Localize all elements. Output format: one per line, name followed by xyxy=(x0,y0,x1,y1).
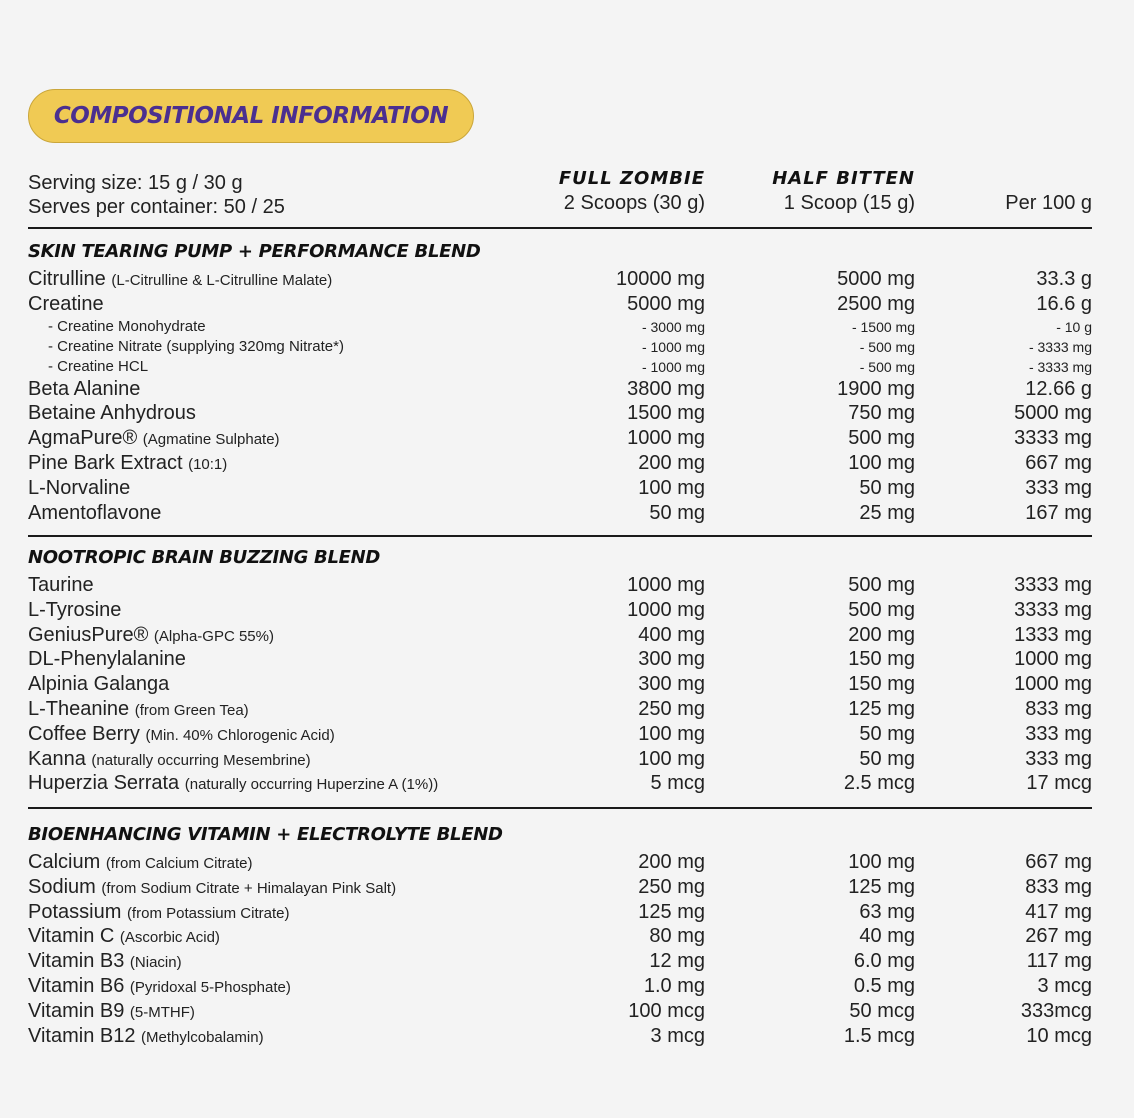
half-bitten-value: 150 mg xyxy=(848,648,915,671)
per-100g-value: 3 mcg xyxy=(1037,974,1092,997)
section-title: BIOENHANCING VITAMIN + ELECTROLYTE BLEND xyxy=(28,824,503,845)
ingredient-row xyxy=(28,476,1092,501)
section-performance-blend xyxy=(28,239,1092,525)
ingredient-row xyxy=(28,1024,1092,1049)
ingredient-name-cell xyxy=(28,292,104,317)
ingredient-name-cell xyxy=(28,377,140,402)
per-100g-value: - 3333 mg xyxy=(1028,358,1092,375)
half-bitten-value: 125 mg xyxy=(848,697,915,720)
ingredient-row xyxy=(28,501,1092,526)
full-zombie-value: 3800 mg xyxy=(627,377,705,400)
ingredient-row xyxy=(28,875,1092,900)
ingredient-row xyxy=(28,850,1092,875)
ingredient-note: (Min. 40% Chlorogenic Acid) xyxy=(145,726,335,744)
ingredient-row xyxy=(28,999,1092,1024)
half-bitten-value: - 500 mg xyxy=(859,358,915,375)
ingredient-name: Alpinia Galanga xyxy=(28,673,170,696)
per-100g-value: 3333 mg xyxy=(1014,427,1092,450)
ingredient-note: (naturally occurring Huperzine A (1%)) xyxy=(184,776,439,794)
ingredient-row xyxy=(28,377,1092,402)
ingredient-name-cell xyxy=(28,974,291,1001)
full-zombie-value: 125 mg xyxy=(638,900,705,923)
full-zombie-value: 200 mg xyxy=(638,851,705,873)
full-zombie-value: 10000 mg xyxy=(616,268,705,290)
ingredient-row xyxy=(28,974,1092,999)
ingredient-name-cell xyxy=(28,924,220,951)
ingredient-name: Taurine xyxy=(28,574,94,596)
ingredient-name-cell xyxy=(28,501,161,526)
ingredient-name: Vitamin B12 xyxy=(28,1024,136,1047)
half-bitten-value: 500 mg xyxy=(848,598,915,621)
half-bitten-value: 750 mg xyxy=(848,402,915,425)
per-100g-value: 833 mg xyxy=(1025,697,1092,720)
ingredient-name-cell xyxy=(28,999,195,1026)
ingredient-name-cell xyxy=(28,1024,264,1051)
per-100g-value: 667 mg xyxy=(1025,451,1092,474)
ingredient-name: Vitamin B3 xyxy=(28,950,125,973)
column-brand: FULL ZOMBIE xyxy=(558,168,705,189)
ingredient-name: Coffee Berry xyxy=(28,722,140,745)
ingredient-row xyxy=(28,426,1092,451)
ingredient-name-cell xyxy=(28,623,274,650)
section-title: SKIN TEARING PUMP + PERFORMANCE BLEND xyxy=(28,241,481,262)
ingredient-row xyxy=(28,292,1092,317)
per-100g-value: - 10 g xyxy=(1056,318,1092,335)
ingredient-name: - Creatine HCL xyxy=(48,357,149,375)
ingredient-name-cell xyxy=(28,426,280,453)
half-bitten-value: 125 mg xyxy=(848,875,915,898)
ingredient-name-cell xyxy=(28,476,130,501)
ingredient-name-cell xyxy=(48,317,206,337)
ingredient-name-cell xyxy=(28,900,289,927)
ingredient-row xyxy=(28,672,1092,697)
half-bitten-value: 5000 mg xyxy=(837,268,915,290)
half-bitten-value: 500 mg xyxy=(848,427,915,450)
ingredient-name-cell xyxy=(48,337,344,357)
full-zombie-value: 100 mcg xyxy=(628,999,705,1022)
full-zombie-value: 200 mg xyxy=(638,451,705,474)
sub-ingredient-row xyxy=(28,337,1092,357)
ingredient-name-cell xyxy=(28,267,332,294)
ingredient-row xyxy=(28,771,1092,796)
ingredient-name-cell xyxy=(28,598,121,623)
full-zombie-value: 100 mg xyxy=(638,476,705,499)
column-serving: 2 Scoops (30 g) xyxy=(563,192,705,214)
section-title: NOOTROPIC BRAIN BUZZING BLEND xyxy=(28,547,381,568)
half-bitten-value: - 1500 mg xyxy=(851,318,915,335)
ingredient-name: L-Tyrosine xyxy=(28,598,122,621)
half-bitten-value: 40 mg xyxy=(859,925,915,948)
per-100g-value: 3333 mg xyxy=(1014,598,1092,621)
half-bitten-value: 2.5 mcg xyxy=(843,772,915,795)
full-zombie-value: 300 mg xyxy=(638,673,705,696)
ingredient-row xyxy=(28,900,1092,925)
full-zombie-value: 250 mg xyxy=(638,697,705,720)
divider xyxy=(28,535,1092,537)
ingredient-row xyxy=(28,924,1092,949)
per-100g-value: 5000 mg xyxy=(1014,402,1092,425)
divider xyxy=(28,807,1092,809)
ingredient-name: Huperzia Serrata xyxy=(28,772,180,795)
full-zombie-value: 12 mg xyxy=(649,950,705,973)
column-header-half-bitten xyxy=(772,167,915,215)
full-zombie-value: 80 mg xyxy=(649,925,705,948)
title-badge xyxy=(28,89,474,143)
half-bitten-value: 500 mg xyxy=(848,574,915,596)
ingredient-name: Citrulline xyxy=(28,268,106,290)
ingredient-name: Kanna xyxy=(28,747,86,770)
ingredient-note: (Alpha-GPC 55%) xyxy=(153,627,274,645)
ingredient-name: Beta Alanine xyxy=(28,377,141,400)
column-header-per-100g xyxy=(1005,191,1092,215)
ingredient-name: GeniusPure® xyxy=(28,623,149,646)
full-zombie-value: 300 mg xyxy=(638,648,705,671)
per-100g-value: 167 mg xyxy=(1025,501,1092,524)
ingredient-row xyxy=(28,451,1092,476)
ingredient-name-cell xyxy=(28,747,311,774)
ingredient-note: (Pyridoxal 5-Phosphate) xyxy=(129,978,291,996)
ingredient-row xyxy=(28,623,1092,648)
full-zombie-value: 5 mcg xyxy=(650,772,705,795)
serving-size: Serving size: 15 g / 30 g xyxy=(28,172,243,194)
full-zombie-value: - 1000 mg xyxy=(641,358,705,375)
ingredient-note: (from Green Tea) xyxy=(134,701,249,719)
ingredient-name-cell xyxy=(28,949,182,976)
ingredient-name: Pine Bark Extract xyxy=(28,451,183,474)
half-bitten-value: 50 mg xyxy=(859,747,915,770)
column-brand: HALF BITTEN xyxy=(772,168,915,189)
ingredient-name: L-Norvaline xyxy=(28,476,131,499)
ingredient-name: Sodium xyxy=(28,875,96,898)
serves-per-container: Serves per container: 50 / 25 xyxy=(28,196,285,218)
full-zombie-value: 1000 mg xyxy=(627,598,705,621)
per-100g-value: 333 mg xyxy=(1025,476,1092,499)
column-serving: Per 100 g xyxy=(1005,192,1092,214)
ingredient-name-cell xyxy=(28,875,396,902)
ingredient-row xyxy=(28,401,1092,426)
half-bitten-value: 6.0 mg xyxy=(853,950,915,973)
ingredient-name: DL-Phenylalanine xyxy=(28,648,186,671)
ingredient-name-cell xyxy=(28,771,438,798)
ingredient-name-cell xyxy=(28,672,169,697)
ingredient-note: (10:1) xyxy=(188,455,228,473)
ingredient-note: (from Potassium Citrate) xyxy=(126,904,290,922)
ingredient-name-cell xyxy=(28,850,253,877)
ingredient-note: (from Calcium Citrate) xyxy=(105,855,253,872)
ingredient-name-cell xyxy=(28,573,94,598)
half-bitten-value: 63 mg xyxy=(859,900,915,923)
ingredient-name-cell xyxy=(28,401,196,426)
table-header xyxy=(28,165,1092,227)
full-zombie-value: - 1000 mg xyxy=(641,338,705,355)
half-bitten-value: 100 mg xyxy=(848,851,915,873)
half-bitten-value: 25 mg xyxy=(859,501,915,524)
half-bitten-value: 1.5 mcg xyxy=(843,1024,915,1047)
ingredient-name: Calcium xyxy=(28,851,101,873)
full-zombie-value: 1000 mg xyxy=(627,427,705,450)
full-zombie-value: 250 mg xyxy=(638,875,705,898)
ingredient-row xyxy=(28,573,1092,598)
sub-ingredient-row xyxy=(28,357,1092,377)
ingredient-note: (Ascorbic Acid) xyxy=(119,929,220,947)
ingredient-name-cell xyxy=(28,647,186,672)
ingredient-note: (Agmatine Sulphate) xyxy=(142,431,280,449)
per-100g-value: 17 mcg xyxy=(1026,772,1092,795)
half-bitten-value: 2500 mg xyxy=(837,292,915,315)
half-bitten-value: 1900 mg xyxy=(837,377,915,400)
serving-info xyxy=(28,171,285,219)
half-bitten-value: 200 mg xyxy=(848,623,915,646)
section-nootropic-blend xyxy=(28,545,1092,796)
full-zombie-value: 1000 mg xyxy=(627,574,705,596)
per-100g-value: 417 mg xyxy=(1025,900,1092,923)
section-vitamin-electrolyte-blend xyxy=(28,822,1092,1048)
ingredient-name: Creatine xyxy=(28,292,104,315)
ingredient-name: L-Theanine xyxy=(28,697,130,720)
ingredient-name-cell xyxy=(48,357,148,377)
half-bitten-value: 50 mg xyxy=(859,722,915,745)
per-100g-value: 117 mg xyxy=(1026,950,1092,973)
ingredient-name: - Creatine Monohydrate xyxy=(48,317,206,335)
ingredient-name: Vitamin C xyxy=(28,925,115,948)
per-100g-value: - 3333 mg xyxy=(1028,338,1092,355)
full-zombie-value: 100 mg xyxy=(638,722,705,745)
ingredient-row xyxy=(28,697,1092,722)
ingredient-row xyxy=(28,647,1092,672)
ingredient-row xyxy=(28,267,1092,292)
per-100g-value: 333mcg xyxy=(1020,999,1092,1022)
half-bitten-value: 50 mcg xyxy=(849,999,915,1022)
per-100g-value: 667 mg xyxy=(1025,851,1092,873)
ingredient-row xyxy=(28,747,1092,772)
per-100g-value: 833 mg xyxy=(1025,875,1092,898)
full-zombie-value: 3 mcg xyxy=(650,1024,705,1047)
ingredient-row xyxy=(28,722,1092,747)
per-100g-value: 1000 mg xyxy=(1014,648,1092,671)
ingredient-row xyxy=(28,598,1092,623)
ingredient-note: (from Sodium Citrate + Himalayan Pink Salt) xyxy=(101,879,397,897)
ingredient-name: Potassium xyxy=(28,900,122,923)
ingredient-note: (5-MTHF) xyxy=(129,1003,195,1021)
full-zombie-value: - 3000 mg xyxy=(641,318,705,335)
half-bitten-value: - 500 mg xyxy=(859,338,915,355)
per-100g-value: 333 mg xyxy=(1025,722,1092,745)
column-header-full-zombie xyxy=(559,167,705,215)
ingredient-name: AgmaPure® xyxy=(28,427,138,450)
ingredient-name: Vitamin B6 xyxy=(28,974,125,997)
per-100g-value: 33.3 g xyxy=(1036,268,1092,290)
ingredient-note: (L-Citrulline & L-Citrulline Malate) xyxy=(111,272,333,289)
full-zombie-value: 1.0 mg xyxy=(643,974,705,997)
full-zombie-value: 5000 mg xyxy=(627,292,705,315)
per-100g-value: 10 mcg xyxy=(1026,1024,1092,1047)
full-zombie-value: 400 mg xyxy=(638,623,705,646)
per-100g-value: 1333 mg xyxy=(1014,623,1092,646)
ingredient-note: (naturally occurring Mesembrine) xyxy=(91,751,311,769)
ingredient-name: Betaine Anhydrous xyxy=(28,402,196,425)
page-title: COMPOSITIONAL INFORMATION xyxy=(53,103,449,129)
half-bitten-value: 100 mg xyxy=(848,451,915,474)
per-100g-value: 16.6 g xyxy=(1036,292,1092,315)
ingredient-name-cell xyxy=(28,697,249,724)
ingredient-row xyxy=(28,949,1092,974)
ingredient-note: (Methylcobalamin) xyxy=(141,1028,264,1046)
full-zombie-value: 1500 mg xyxy=(627,402,705,425)
per-100g-value: 12.66 g xyxy=(1025,377,1092,400)
ingredient-name-cell xyxy=(28,451,227,478)
per-100g-value: 1000 mg xyxy=(1014,673,1092,696)
ingredient-name: Amentoflavone xyxy=(28,501,162,524)
full-zombie-value: 50 mg xyxy=(649,501,705,524)
per-100g-value: 3333 mg xyxy=(1014,574,1092,596)
half-bitten-value: 0.5 mg xyxy=(853,974,915,997)
ingredient-name-cell xyxy=(28,722,335,749)
divider xyxy=(28,227,1092,229)
sub-ingredient-row xyxy=(28,317,1092,337)
ingredient-name: - Creatine Nitrate (supplying 320mg Nitrate*) xyxy=(48,337,344,355)
full-zombie-value: 100 mg xyxy=(638,747,705,770)
ingredient-note: (Niacin) xyxy=(129,954,182,972)
half-bitten-value: 150 mg xyxy=(848,673,915,696)
per-100g-value: 267 mg xyxy=(1025,925,1092,948)
column-serving: 1 Scoop (15 g) xyxy=(783,192,915,214)
half-bitten-value: 50 mg xyxy=(859,476,915,499)
per-100g-value: 333 mg xyxy=(1025,747,1092,770)
ingredient-name: Vitamin B9 xyxy=(28,999,125,1022)
